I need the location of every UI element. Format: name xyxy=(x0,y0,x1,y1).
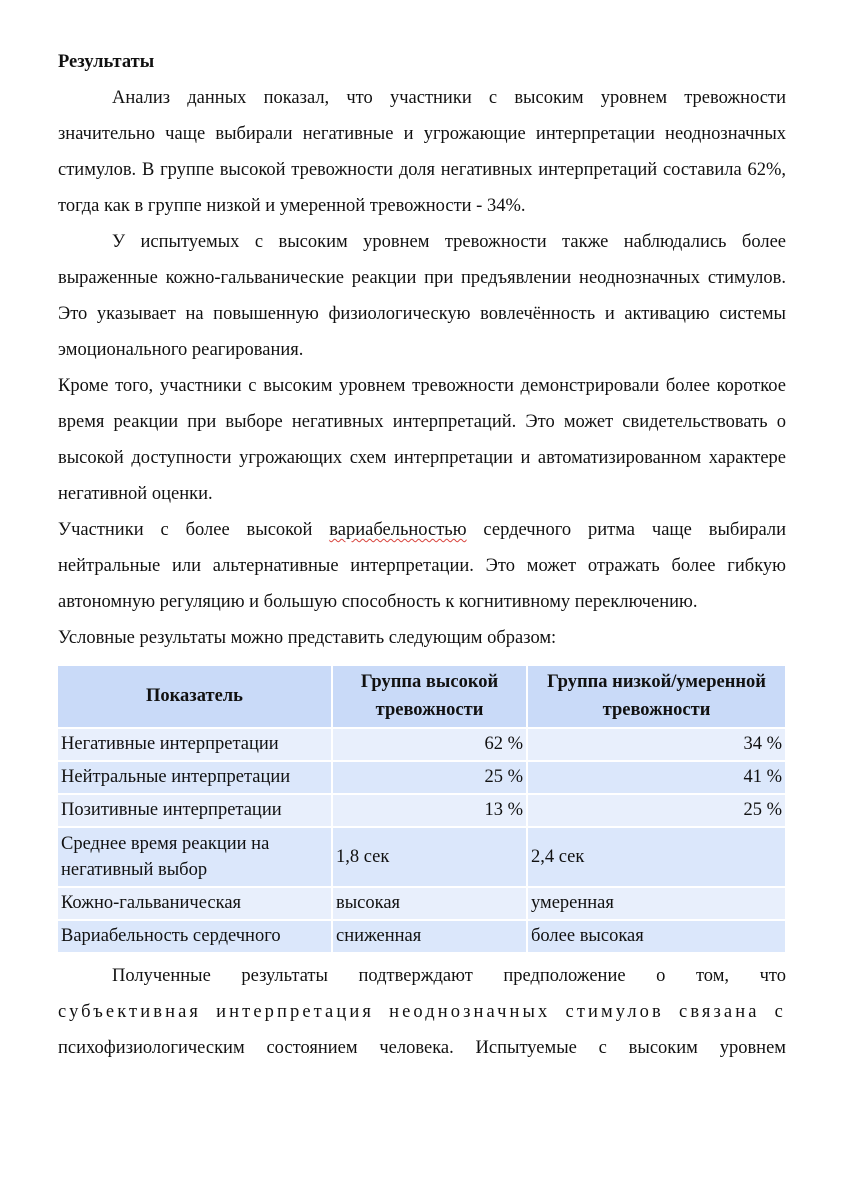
document-page xyxy=(58,44,786,1066)
high-anxiety-value: сниженная xyxy=(333,921,526,952)
low-anxiety-value: 25 % xyxy=(528,795,785,826)
paragraph-conclusion-line-3: психофизиологическим состоянием человека. Испытуемые с высоким уровнем xyxy=(58,1038,786,1058)
high-anxiety-value: 1,8 сек xyxy=(333,828,526,886)
paragraph-analysis: Анализ данных показал, что участники с высоким уровнем тревожности значительно чаще выбирали негативные и угрожающие интерпретации неоднозначных стимулов. В группе высокой тревожности доля негативных интерпретаций составила 62%, тогда как в группе низкой и умеренной тревожности - 34%. xyxy=(58,88,786,216)
table-row xyxy=(58,795,785,826)
paragraph-conclusion-line-1: Полученные результаты подтверждают предположение о том, что xyxy=(112,966,786,986)
header-indicator: Показатель xyxy=(58,666,331,727)
low-anxiety-value: 2,4 сек xyxy=(528,828,785,886)
results-table xyxy=(56,664,787,954)
low-anxiety-value: умеренная xyxy=(528,888,785,919)
row-label: Кожно-гальваническая xyxy=(58,888,331,919)
paragraph-table-intro: Условные результаты можно представить следующим образом: xyxy=(58,628,557,648)
high-anxiety-value: 13 % xyxy=(333,795,526,826)
row-label: Позитивные интерпретации xyxy=(58,795,331,826)
table-row xyxy=(58,921,785,952)
paragraph-hrv-start: Участники с более высокой xyxy=(58,520,330,540)
row-label: Вариабельность сердечного xyxy=(58,921,331,952)
paragraph-gsr: У испытуемых с высоким уровнем тревожности также наблюдались более выраженные кожно-гальванические реакции при предъявлении неоднозначных стимулов. Это указывает на повышенную физиологическую вовлечённость и активацию системы эмоционального реагирования. xyxy=(58,232,786,360)
low-anxiety-value: 41 % xyxy=(528,762,785,793)
high-anxiety-value: 62 % xyxy=(333,729,526,760)
header-high-anxiety: Группа высокой тревожности xyxy=(333,666,526,727)
paragraph-hrv-end: сердечного ритма чаще выбирали нейтральные или альтернативные интерпретации. Это может отражать более гибкую автономную регуляцию и большую способность к когнитивному переключению. xyxy=(58,520,786,612)
header-low-moderate-anxiety: Группа низкой/умеренной тревожности xyxy=(528,666,785,727)
row-label: Негативные интерпретации xyxy=(58,729,331,760)
table-row xyxy=(58,729,785,760)
low-anxiety-value: 34 % xyxy=(528,729,785,760)
table-row xyxy=(58,762,785,793)
table-row xyxy=(58,888,785,919)
paragraph-conclusion-line-2: субъективная интерпретация неоднозначных стимулов связана с xyxy=(58,1002,786,1022)
high-anxiety-value: высокая xyxy=(333,888,526,919)
paragraph-reaction-time: Кроме того, участники с высоким уровнем тревожности демонстрировали более короткое время реакции при выборе негативных интерпретаций. Это может свидетельствовать о высокой доступности угрожающих схем интерпретации и автоматизированном характере негативной оценки. xyxy=(58,376,786,504)
row-label: Среднее время реакции на негативный выбор xyxy=(58,828,331,886)
section-heading: Результаты xyxy=(58,52,155,72)
table-row xyxy=(58,828,785,886)
row-label: Нейтральные интерпретации xyxy=(58,762,331,793)
low-anxiety-value: более высокая xyxy=(528,921,785,952)
table-header-row xyxy=(58,666,785,727)
high-anxiety-value: 25 % xyxy=(333,762,526,793)
spellcheck-flagged-word[interactable]: вариабельностью xyxy=(329,520,467,540)
paragraph-hrv xyxy=(58,512,786,620)
